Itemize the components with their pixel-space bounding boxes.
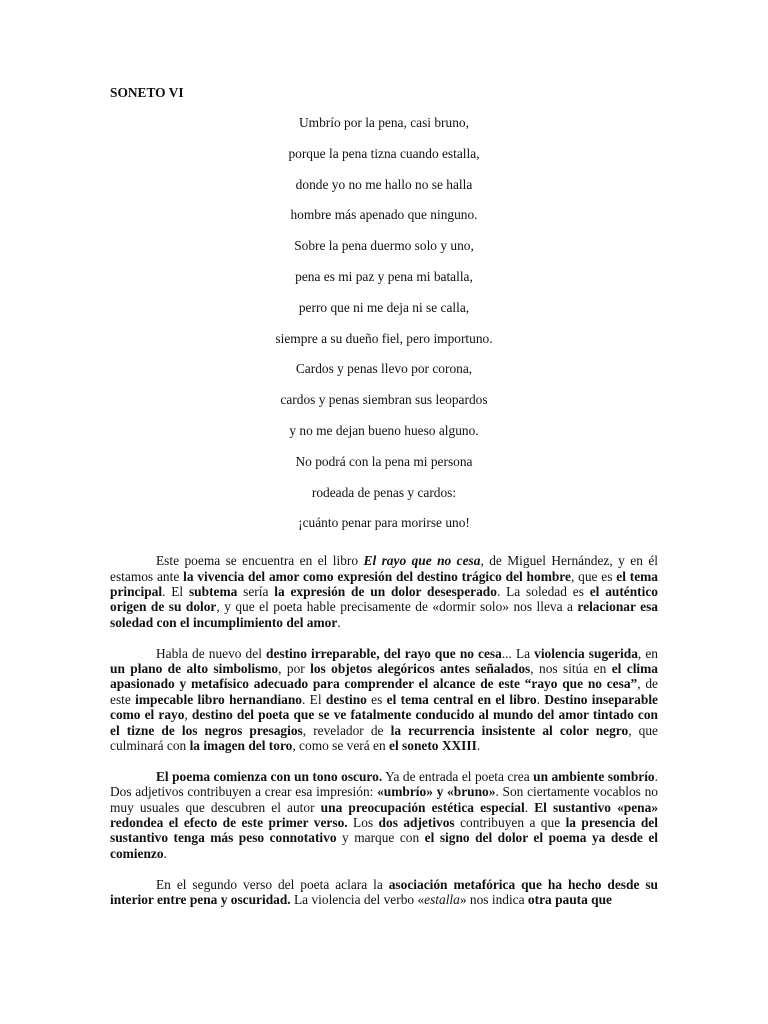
paragraph — [110, 877, 658, 908]
text-run: la presencia del sustantivo tenga más peso connotativo — [110, 815, 658, 846]
text-run: » nos indica — [459, 892, 528, 908]
text-run: es — [366, 691, 387, 707]
poem — [110, 114, 658, 545]
poem-verse: porque la pena tizna cuando estalla, — [288, 145, 480, 161]
text-run: sería — [237, 583, 275, 599]
poem-verse: donde yo no me hallo no se halla — [295, 176, 473, 192]
text-run: el auténtico origen de su dolor — [110, 583, 658, 615]
text-run: violencia sugerida — [534, 645, 638, 661]
text-run: estalla — [424, 892, 460, 908]
text-run: asociación metafórica que ha hecho desde su interior entre pena y oscuridad. — [110, 876, 659, 908]
text-run: El poema comienza con un tono oscuro. — [156, 768, 383, 784]
text-run: . — [163, 845, 167, 861]
poem-verse: Umbrío por la pena, casi bruno, — [299, 115, 469, 130]
text-run: los objetos alegóricos antes señalados — [310, 660, 531, 676]
text-run: El sustantivo «pena» redondea el efecto de este primer verso. — [110, 799, 659, 831]
text-run: otra pauta que — [527, 892, 612, 908]
text-run: la recurrencia insistente al color negro — [390, 722, 629, 738]
poem-verse: cardos y penas siembran sus leopardos — [280, 392, 488, 408]
text-run: . Son ciertamente vocablos no muy usuales que descubren el autor — [110, 784, 659, 815]
text-run: destino del poeta que se ve fatalmente conducido al mundo del amor tintado con el tizne de los negros presagios — [110, 707, 658, 738]
text-run: dos adjetivos — [378, 815, 455, 831]
poem-verse: Cardos y penas llevo por corona, — [295, 361, 473, 377]
text-run: , revelador de — [302, 722, 391, 738]
text-run: , que culminará con — [110, 722, 658, 754]
text-run: La violencia del verbo « — [290, 892, 425, 908]
text-run: el signo del dolor el poema ya desde el comienzo — [110, 830, 659, 861]
text-run: El rayo que no cesa — [363, 553, 481, 569]
text-run: , nos sitúa en — [530, 660, 612, 676]
paragraph — [110, 769, 658, 861]
document-page — [110, 84, 658, 923]
paragraph — [110, 553, 658, 630]
poem-verse: y no me dejan bueno hueso alguno. — [289, 422, 479, 438]
text-run: un ambiente sombrío — [533, 768, 655, 784]
poem-verse: siempre a su dueño fiel, pero importuno. — [275, 330, 493, 346]
text-run: el clima apasionado y metafísico adecuado para comprender el alcance de este “rayo que no cesa” — [110, 660, 658, 692]
text-run: , y que el poeta hable precisamente de «dormir solo» nos lleva a — [216, 599, 578, 615]
text-run: un plano de alto simbolismo — [110, 660, 279, 676]
text-run: , de este — [110, 676, 658, 707]
text-run: , en — [637, 645, 658, 661]
text-run: , de Miguel Hernández, y en él estamos ante — [110, 553, 658, 584]
text-run: impecable libro hernandiano — [135, 691, 303, 707]
text-run: En el segundo verso del poeta aclara la — [156, 876, 389, 892]
text-run: y marque con — [336, 830, 425, 846]
poem-verse: hombre más apenado que ninguno. — [290, 207, 478, 223]
text-run: . — [476, 738, 481, 754]
poem-verse: Sobre la pena duermo solo y uno, — [294, 238, 474, 254]
text-run: . — [536, 691, 545, 707]
text-run: . — [524, 799, 535, 815]
text-run: . El — [302, 691, 326, 707]
text-run: destino — [325, 691, 367, 707]
text-run: Destino inseparable como el rayo — [110, 691, 658, 723]
text-run: Ya de entrada el poeta crea — [382, 768, 534, 784]
text-run: Habla de nuevo del — [156, 645, 266, 661]
text-run: subtema — [188, 583, 238, 599]
paragraph — [110, 646, 658, 754]
text-run: . El — [162, 583, 189, 599]
text-run: la imagen del toro — [189, 738, 293, 754]
text-run: , como se verá en — [292, 738, 390, 754]
text-run: una preocupación estética especial — [320, 799, 525, 815]
poem-verse: perro que ni me deja ni se calla, — [298, 299, 470, 315]
text-run: Este poema se encuentra en el libro — [156, 553, 364, 569]
text-run: ... La — [501, 645, 535, 661]
text-run: el tema central en el libro — [386, 691, 537, 707]
text-run: «umbrío» y «bruno» — [377, 784, 496, 800]
text-run: Los — [347, 815, 379, 831]
text-run: contribuyen a que — [454, 815, 566, 831]
text-run: relacionar esa soledad con el incumplimiento del amor — [110, 599, 658, 630]
text-run: , — [184, 707, 192, 723]
text-run: la vivencia del amor como expresión del destino trágico del hombre — [183, 568, 571, 584]
text-run: el tema principal — [110, 568, 659, 599]
text-run: , que es — [570, 568, 617, 584]
text-run: . — [337, 614, 341, 630]
text-run: . Dos adjetivos contribuyen a crear esa impresión: — [110, 768, 658, 800]
poem-verse: ¡cuánto penar para morirse uno! — [298, 515, 470, 531]
poem-verse: pena es mi paz y pena mi batalla, — [295, 268, 473, 284]
text-run: , por — [278, 660, 311, 676]
text-run: destino irreparable, del rayo que no cesa — [266, 645, 502, 661]
commentary — [110, 553, 658, 907]
text-run: el soneto XXIII — [389, 738, 477, 754]
text-run: . La soledad es — [496, 583, 590, 599]
poem-verse: rodeada de penas y cardos: — [311, 484, 457, 500]
document-title: SONETO VI — [110, 85, 184, 100]
poem-verse: No podrá con la pena mi persona — [295, 453, 473, 469]
text-run: la expresión de un dolor desesperado — [274, 583, 497, 599]
